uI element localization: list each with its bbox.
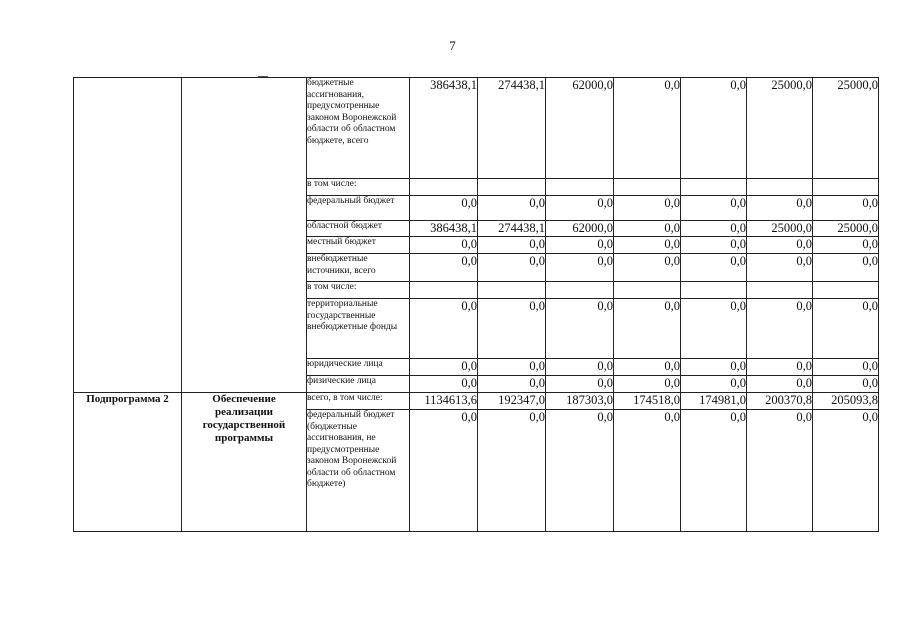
value-cell: 0,0	[546, 299, 614, 359]
subprogram-name: Обеспечение реализации государственной программы	[182, 393, 307, 532]
value-cell: 1134613,6	[410, 393, 478, 410]
value-cell: 0,0	[546, 196, 614, 221]
empty-name-cell	[182, 78, 307, 393]
row-label: федеральный бюджет	[307, 196, 410, 221]
row-label: бюджетные ассигнования, предусмотренные законом Воронежской области об областном бюджете, всего	[307, 78, 410, 179]
value-cell: 0,0	[546, 376, 614, 393]
value-cell: 0,0	[478, 237, 546, 254]
value-cell: 0,0	[681, 254, 747, 282]
value-cell: 0,0	[747, 410, 813, 532]
value-cell	[681, 179, 747, 196]
value-cell: 0,0	[546, 410, 614, 532]
value-cell: 0,0	[681, 410, 747, 532]
value-cell: 0,0	[747, 359, 813, 376]
value-cell: 25000,0	[813, 78, 879, 179]
value-cell: 0,0	[681, 78, 747, 179]
value-cell: 0,0	[478, 254, 546, 282]
value-cell	[546, 282, 614, 299]
subprogram-code: Подпрограмма 2	[74, 393, 182, 532]
value-cell	[410, 282, 478, 299]
value-cell: 0,0	[410, 376, 478, 393]
value-cell: 0,0	[410, 410, 478, 532]
value-cell: 0,0	[546, 359, 614, 376]
value-cell	[747, 179, 813, 196]
value-cell: 274438,1	[478, 78, 546, 179]
value-cell: 386438,1	[410, 221, 478, 237]
value-cell: 0,0	[410, 359, 478, 376]
value-cell	[813, 179, 879, 196]
value-cell: 174518,0	[614, 393, 681, 410]
value-cell: 0,0	[546, 254, 614, 282]
value-cell: 0,0	[410, 299, 478, 359]
value-cell: 0,0	[546, 237, 614, 254]
row-label: в том числе:	[307, 179, 410, 196]
row-label: всего, в том числе:	[307, 393, 410, 410]
value-cell: 0,0	[681, 376, 747, 393]
value-cell: 0,0	[614, 237, 681, 254]
row-label: юридические лица	[307, 359, 410, 376]
value-cell: 0,0	[614, 299, 681, 359]
value-cell: 0,0	[747, 196, 813, 221]
page-number: 7	[449, 38, 456, 53]
value-cell: 0,0	[614, 359, 681, 376]
value-cell: 0,0	[614, 376, 681, 393]
value-cell: 200370,8	[747, 393, 813, 410]
value-cell: 0,0	[681, 196, 747, 221]
value-cell: 0,0	[614, 410, 681, 532]
value-cell: 0,0	[681, 299, 747, 359]
value-cell	[410, 179, 478, 196]
row-label: физические лица	[307, 376, 410, 393]
value-cell	[614, 179, 681, 196]
value-cell: 274438,1	[478, 221, 546, 237]
value-cell	[478, 179, 546, 196]
value-cell: 0,0	[478, 196, 546, 221]
value-cell: 0,0	[410, 254, 478, 282]
value-cell: 192347,0	[478, 393, 546, 410]
value-cell: 0,0	[478, 359, 546, 376]
value-cell: 0,0	[614, 254, 681, 282]
budget-table	[73, 77, 879, 532]
row-label: местный бюджет	[307, 237, 410, 254]
row-label: федеральный бюджет (бюджетные ассигнования, не предусмотренные законом Воронежской области об областном бюджете)	[307, 410, 410, 532]
table-row	[74, 78, 879, 179]
value-cell: 25000,0	[747, 78, 813, 179]
row-label: внебюджетные источники, всего	[307, 254, 410, 282]
row-label: в том числе:	[307, 282, 410, 299]
value-cell: 0,0	[410, 196, 478, 221]
value-cell: 62000,0	[546, 78, 614, 179]
value-cell	[681, 282, 747, 299]
value-cell: 0,0	[747, 376, 813, 393]
value-cell: 0,0	[747, 299, 813, 359]
value-cell: 0,0	[813, 254, 879, 282]
value-cell: 0,0	[478, 376, 546, 393]
value-cell: 0,0	[478, 299, 546, 359]
value-cell: 174981,0	[681, 393, 747, 410]
value-cell: 386438,1	[410, 78, 478, 179]
value-cell: 0,0	[681, 359, 747, 376]
value-cell: 0,0	[614, 78, 681, 179]
value-cell: 0,0	[813, 410, 879, 532]
value-cell	[614, 282, 681, 299]
value-cell: 62000,0	[546, 221, 614, 237]
value-cell: 0,0	[747, 254, 813, 282]
value-cell	[478, 282, 546, 299]
value-cell: 0,0	[813, 299, 879, 359]
row-label: территориальные государственные внебюджетные фонды	[307, 299, 410, 359]
value-cell: 0,0	[614, 196, 681, 221]
value-cell: 205093,8	[813, 393, 879, 410]
value-cell: 0,0	[813, 237, 879, 254]
value-cell: 0,0	[614, 221, 681, 237]
value-cell: 187303,0	[546, 393, 614, 410]
value-cell	[546, 179, 614, 196]
value-cell: 25000,0	[747, 221, 813, 237]
value-cell: 0,0	[681, 221, 747, 237]
value-cell	[813, 282, 879, 299]
value-cell: 0,0	[813, 196, 879, 221]
value-cell: 0,0	[747, 237, 813, 254]
value-cell: 0,0	[813, 359, 879, 376]
value-cell: 25000,0	[813, 221, 879, 237]
value-cell: 0,0	[813, 376, 879, 393]
row-label: областной бюджет	[307, 221, 410, 237]
value-cell: 0,0	[478, 410, 546, 532]
value-cell	[747, 282, 813, 299]
value-cell: 0,0	[681, 237, 747, 254]
value-cell: 0,0	[410, 237, 478, 254]
table-row	[74, 393, 879, 410]
empty-program-cell	[74, 78, 182, 393]
